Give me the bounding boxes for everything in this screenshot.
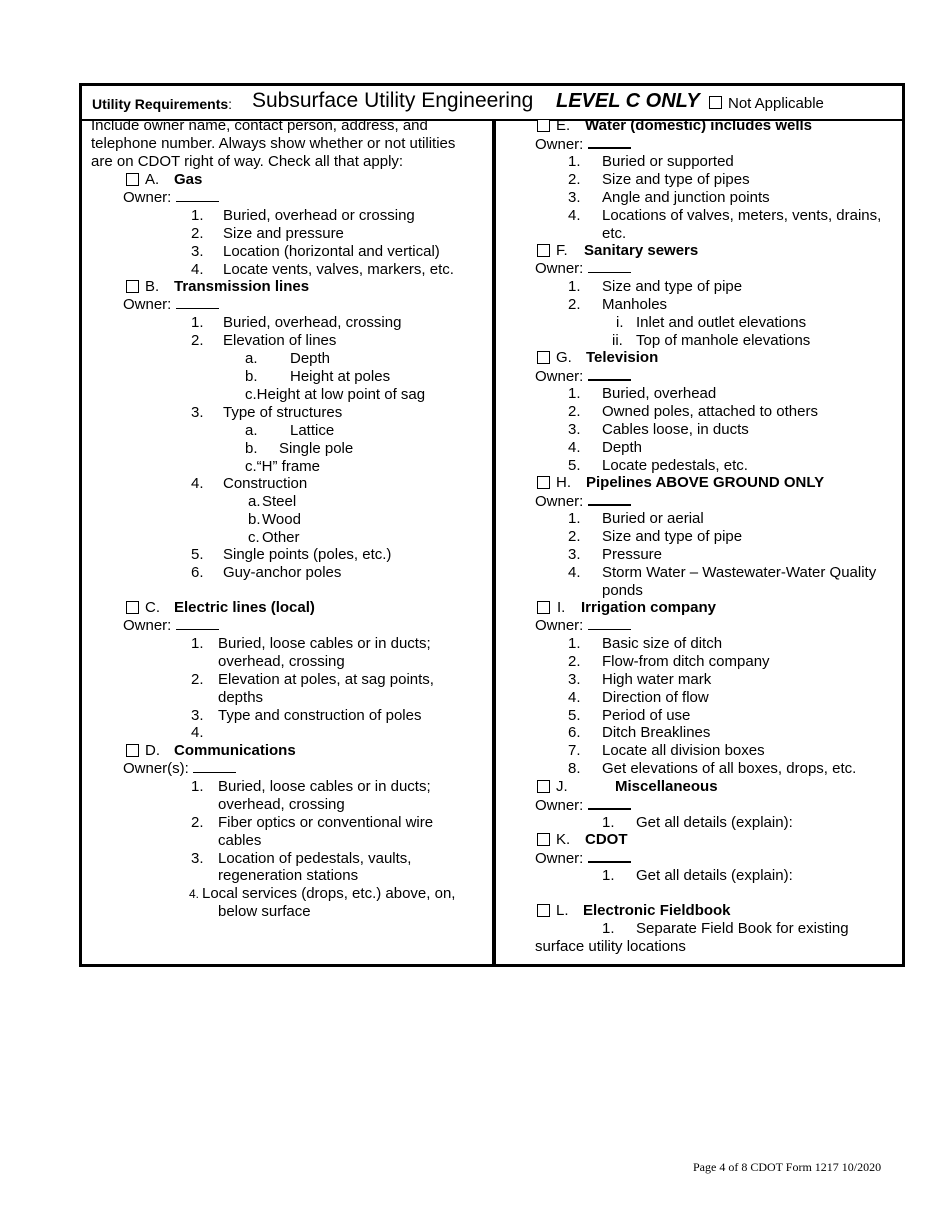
list-item: Elevation at poles, at sag points, [218,671,434,688]
item-number: 5. [191,546,204,563]
list-item: Period of use [602,707,691,724]
list-item: Size and pressure [223,225,344,242]
list-item: Single points (poles, etc.) [223,546,392,563]
item-number: 4. [568,564,581,581]
item-number: 3. [191,243,204,260]
item-number: 6. [191,564,204,581]
list-item: Owned poles, attached to others [602,403,818,420]
item-number: 2. [191,225,204,242]
item-number: 1. [602,920,615,937]
item-number: 1. [191,635,204,652]
owners-field[interactable]: Owner(s): [123,760,236,778]
item-number: 4. [189,887,200,901]
list-item: Guy-anchor poles [223,564,342,581]
sub-item-number: ii. [612,332,623,349]
communications-checkbox[interactable] [126,744,139,757]
list-item-cont: overhead, crossing [218,796,345,813]
list-item: Buried, loose cables or in ducts; [218,778,431,795]
list-item: Locate all division boxes [602,742,765,759]
section-letter: C. [145,599,160,616]
sub-item-number: i. [616,314,624,331]
item-number: 1. [602,814,615,831]
television-checkbox[interactable] [537,351,550,364]
item-number: 3. [568,671,581,688]
list-item: Buried, loose cables or in ducts; [218,635,431,652]
list-item: Buried or aerial [602,510,704,527]
list-item-cont: depths [218,689,264,706]
list-item-cont: cables [218,832,262,849]
list-item: Pressure [602,546,663,563]
list-item: Locate vents, valves, markers, etc. [223,261,454,278]
owner-field[interactable]: Owner: [535,260,631,278]
list-item: Cables loose, in ducts [602,421,749,438]
list-item: Elevation of lines [223,332,337,349]
owner-field[interactable]: Owner: [123,617,219,635]
sub-item: Depth [290,350,331,367]
list-item: Buried, overhead or crossing [223,207,415,224]
section-letter: D. [145,742,160,759]
list-item: Location (horizontal and vertical) [223,243,440,260]
sub-item-letter: a. [245,422,258,439]
sub-item: Top of manhole elevations [636,332,811,349]
list-item: Locate pedestals, etc. [602,457,748,474]
list-item: Size and type of pipes [602,171,750,188]
sub-item-letter: a. [248,493,261,510]
owner-field[interactable]: Owner: [535,367,631,386]
list-item: Get all details (explain): [636,814,793,831]
sub-item-letter: c. [248,529,260,546]
item-number: 1. [568,385,581,402]
sub-item: Single pole [279,440,354,457]
owner-field[interactable]: Owner: [123,296,219,314]
header-title: Subsurface Utility Engineering [252,89,534,112]
pipelines-checkbox[interactable] [537,476,550,489]
sub-item: Height at poles [290,368,391,385]
list-item: Local services (drops, etc.) above, on, [202,885,456,902]
owner-field[interactable]: Owner: [535,617,631,635]
sanitary-sewers-checkbox[interactable] [537,244,550,257]
list-item: Type and construction of poles [218,707,422,724]
list-item: Buried, overhead, crossing [223,314,402,331]
gas-checkbox[interactable] [126,173,139,186]
section-letter: G. [556,349,572,366]
item-number: 1. [191,778,204,795]
item-number: 1. [568,510,581,527]
item-number: 3. [191,707,204,724]
section-letter: L. [556,902,569,919]
section-title-communications: Communications [174,742,296,759]
sub-item: Steel [262,493,297,510]
column-divider [492,119,496,964]
owner-field[interactable]: Owner: [123,189,219,207]
sub-item-letter: b. [245,440,258,457]
item-number: 2. [191,332,204,349]
section-letter: B. [145,278,160,295]
sub-item: Wood [262,511,301,528]
list-item: Basic size of ditch [602,635,723,652]
sub-item: Lattice [290,422,335,439]
section-letter: F. [556,242,568,259]
form-header [82,86,902,121]
sub-item: Other [262,529,300,546]
item-number: 1. [568,635,581,652]
item-number: 5. [568,457,581,474]
section-title-gas: Gas [174,171,203,188]
list-item: Type of structures [223,404,343,421]
owner-field[interactable]: Owner: [535,135,631,154]
miscellaneous-checkbox[interactable] [537,780,550,793]
item-number: 1. [191,314,204,331]
not-applicable-checkbox[interactable] [709,96,722,109]
item-number: 4. [191,724,204,741]
intro-line: telephone number. Always show whether or not utilities [91,135,456,152]
water-checkbox[interactable] [537,119,550,132]
list-item: Flow-from ditch company [602,653,770,670]
section-title-fieldbook: Electronic Fieldbook [583,902,731,919]
sub-item-letter: b. [245,368,258,385]
list-item: Construction [223,475,308,492]
list-item: Angle and junction points [602,189,770,206]
list-item: Size and type of pipe [602,278,743,295]
list-item: Buried, overhead [602,385,717,402]
item-number: 4. [191,475,204,492]
section-title-irrigation: Irrigation company [581,599,717,616]
owner-field[interactable]: Owner: [535,492,631,511]
item-number: 1. [191,207,204,224]
sub-item: Inlet and outlet elevations [636,314,807,331]
owner-field[interactable]: Owner: [535,849,631,868]
page-footer: Page 4 of 8 CDOT Form 1217 10/2020 [693,1160,882,1174]
list-item-cont: regeneration stations [218,867,359,884]
item-number: 1. [568,278,581,295]
item-number: 2. [191,671,204,688]
list-item: High water mark [602,671,712,688]
item-number: 4. [568,439,581,456]
item-number: 1. [568,153,581,170]
item-number: 7. [568,742,581,759]
item-number: 5. [568,707,581,724]
section-letter: K. [556,831,571,848]
item-number: 2. [568,296,581,313]
list-item: Storm Water – Wastewater-Water Quality [602,564,877,581]
cdot-checkbox[interactable] [537,833,550,846]
intro-line: Include owner name, contact person, address, and [91,117,428,134]
list-item-cont: surface utility locations [535,938,686,955]
section-letter: A. [145,171,160,188]
list-item: Separate Field Book for existing [636,920,849,937]
list-item: Location of pedestals, vaults, [218,850,412,867]
electric-lines-checkbox[interactable] [126,601,139,614]
list-item-cont: ponds [602,582,643,599]
transmission-lines-checkbox[interactable] [126,280,139,293]
item-number: 3. [191,404,204,421]
section-title-television: Television [586,349,659,366]
level-c-label: LEVEL C ONLY [556,90,700,112]
item-number: 6. [568,724,581,741]
item-number: 2. [568,171,581,188]
section-title-transmission: Transmission lines [174,278,310,295]
item-number: 3. [191,850,204,867]
item-number: 8. [568,760,581,777]
not-applicable-label: Not Applicable [728,95,824,112]
owner-field[interactable]: Owner: [535,796,631,815]
item-number: 4. [191,261,204,278]
section-title-electric: Electric lines (local) [174,599,315,616]
section-title-water: Water (domestic) includes wells [585,117,812,134]
item-number: 1. [602,867,615,884]
item-number: 2. [568,403,581,420]
list-item-cont: etc. [602,225,627,242]
list-item: Get all details (explain): [636,867,793,884]
section-title-pipelines: Pipelines ABOVE GROUND ONLY [586,474,825,491]
irrigation-checkbox[interactable] [537,601,550,614]
list-item: Locations of valves, meters, vents, drains, [602,207,882,224]
sub-item: c.Height at low point of sag [245,386,426,403]
item-number: 3. [568,189,581,206]
section-letter: I. [557,599,566,616]
sub-item: c.“H” frame [245,458,320,475]
list-item-cont: overhead, crossing [218,653,345,670]
item-number: 4. [568,689,581,706]
list-item: Fiber optics or conventional wire [218,814,434,831]
section-title-miscellaneous: Miscellaneous [615,778,718,795]
section-title-cdot: CDOT [585,831,628,848]
item-number: 3. [568,546,581,563]
list-item: Manholes [602,296,668,313]
item-number: 4. [568,207,581,224]
section-letter: J. [556,778,568,795]
list-item-cont: below surface [218,903,311,920]
list-item: Get elevations of all boxes, drops, etc. [602,760,857,777]
list-item: Direction of flow [602,689,709,706]
utility-requirements-label: Utility Requirements: [92,96,233,112]
sub-item-letter: b. [248,511,261,528]
list-item: Size and type of pipe [602,528,743,545]
section-letter: H. [556,474,571,491]
list-item: Depth [602,439,643,456]
intro-line: are on CDOT right of way. Check all that apply: [91,153,404,170]
electronic-fieldbook-checkbox[interactable] [537,904,550,917]
section-title-sanitary: Sanitary sewers [584,242,699,259]
item-number: 3. [568,421,581,438]
item-number: 2. [568,528,581,545]
list-item: Buried or supported [602,153,734,170]
item-number: 2. [191,814,204,831]
item-number: 2. [568,653,581,670]
section-letter: E. [556,117,571,134]
sub-item-letter: a. [245,350,258,367]
list-item: Ditch Breaklines [602,724,711,741]
